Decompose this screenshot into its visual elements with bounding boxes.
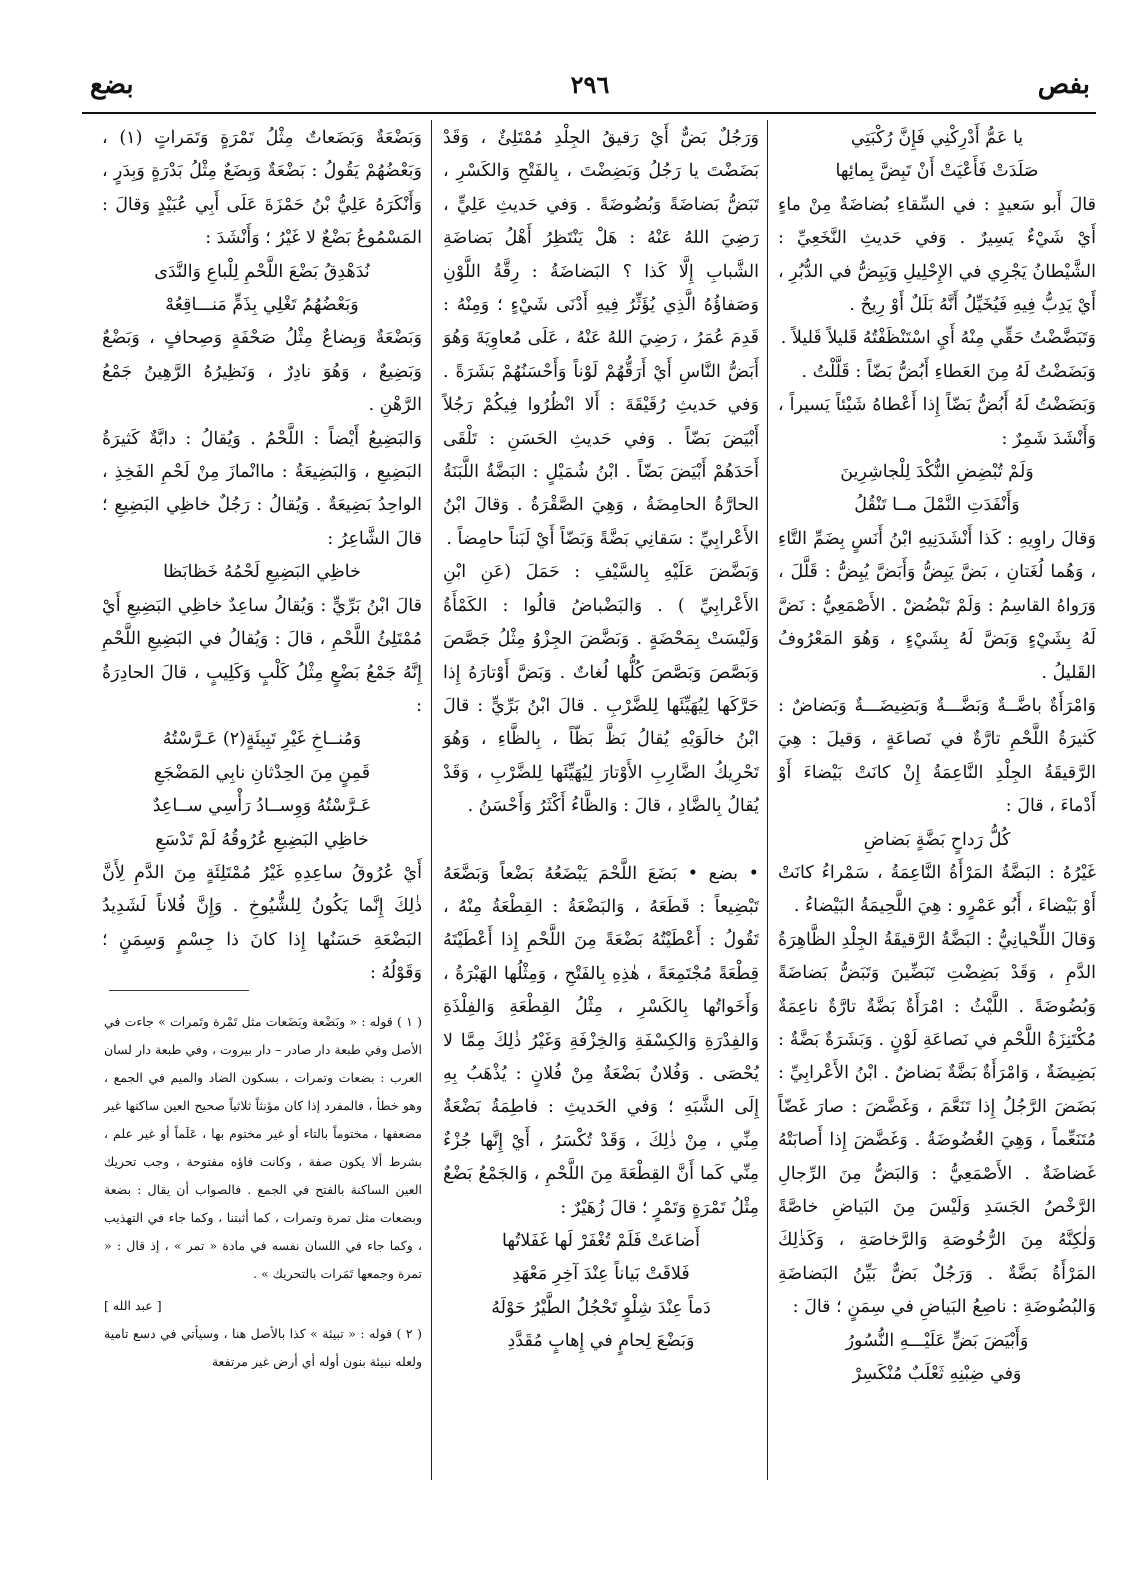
footnote-rule bbox=[109, 990, 249, 991]
verse-line: خاظِي البَضِيعِ لَحْمُهُ خَظابَظا bbox=[163, 562, 361, 583]
header-rule bbox=[82, 112, 1096, 114]
paragraph: وَبَضَّضَ عَلَيْهِ بِالسَّيْفِ : حَمَلَ (عَنِ ابْنِ الأَعْرابِيِّ ) . وَالبَضْباضُ قالُوا : الكَمْأَةُ وَلَيْسَتْ بِمَحْضَةٍ . وَبَضَّضَ الجِزْوُ مِثْلُ جَصَّصَ وَبَصَّصَ وَبَصَّصَ كُلُّها لُغاتٌ . وَبَضَّ أَوْتارَهُ إِذا حَرَّكَها لِيُهَيِّئَها لِلضَّرْبِ . قالَ ابْنُ بَرِّيٍّ : قالَ ابْنُ خالَوَيْهِ يُقالُ بَظَّ بَظّاً ، بِالظَّاءِ ، وَهُوَ تَحْرِيكُ الضَّارِبِ الأَوْتارَ لِيُهَيِّئَها لِلضَّرْبِ ، وَقَدْ يُقالُ بِالضَّادِ ، قالَ : وَالظَّاءُ أَكْثَرُ وَأَحْسَنُ . bbox=[443, 562, 759, 817]
verse-line: دَماً عِنْدَ شِلْوٍ تَحْجُلُ الطَّيْرُ حَوْلَهُ bbox=[491, 1297, 711, 1318]
verse-line: نُدَهْدِقُ بَضْعَ اللَّحْمِ لِلْباعِ وَالنَّدَى bbox=[154, 261, 370, 282]
page-number: ٢٩٦ bbox=[570, 70, 610, 99]
headword-left: بضع bbox=[90, 70, 134, 100]
verse-line: خاظِي البَضِيعِ عُرُوقُهُ لَمْ تَدْسَعِ bbox=[155, 829, 369, 850]
column-left bbox=[102, 122, 422, 991]
verse-line: أَضاعَتْ فَلَمْ تُغْفَرْ لَها غَفَلاتُها bbox=[501, 1231, 700, 1251]
headword-right: بفص bbox=[1037, 70, 1090, 100]
paragraph: وَقالَ اللِّحْيانِيُّ : البَضَّةُ الرَّقيقَةُ الجِلْدِ الظَّاهِرَةُ الدَّمِ ، وَقَدْ بَضِضْتِ تَبَضِّينَ وَتَبَضُّ بَضاضَةً وَبُضُوضَةً . اللَّيْثُ : امْرَأَةٌ بَضَّةٌ تارَّةٌ ناعِمَةٌ مُكْتَنِزَةُ اللَّحْمِ في نَصاعَةِ لَوْنٍ . وَبَشَرَةٌ بَضَّةٌ : بَضِيضَةٌ ، وَامْرَأَةٌ بَضَّةٌ بَضاضٌ . ابْنُ الأَعْرابِيِّ : بَضَضَ الرَّجُلُ إِذا تَنَعَّمَ ، وَغَضَّضَ : صارَ غَضّاً مُتَنَعِّماً ، وَهِيَ الغُضُوضَةُ . وَغَضَّضَ إِذا أَصابَتْهُ غَضاضَةٌ . الأَصْمَعِيُّ : وَالبَضُّ مِنَ الرِّجالِ الرَّخْصُ الجَسَدِ وَلَيْسَ مِنَ البَياضِ خاصَّةً وَلٰكِنَّهُ مِنَ الرُّخُوصَةِ وَالرَّخاصَةِ ، وَكَذٰلِكَ المَرْأَةُ بَضَّةٌ . وَرَجُلٌ بَضٌّ بَيِّنُ البَضاضَةِ وَالبُضُوضَةِ : ناصِعُ البَياضِ في سِمَنٍ ؛ قالَ : bbox=[778, 929, 1096, 1318]
entry-bdaa: • بضع • بَضَعَ اللَّحْمَ يَبْضَعُهُ بَضْعاً وَبَضَّعَهُ تَبْضِيعاً : قَطَعَهُ ، وَالبَضْعَةُ : القِطْعَةُ مِنْهُ ، تَقُولُ : أَعْطَيْتُهُ بَضْعَةً مِنَ اللَّحْمِ إِذا أَعْطَيْتَهُ قِطْعَةً مُجْتَمِعَةً ، هٰذِهِ بِالفَتْحِ ، وَمِثْلُها الهَبْرَةُ ، وَأَخَواتُها بِالكَسْرِ ، مِثْلُ القِطْعَةِ وَالفِلْذَةِ وَالفِدْرَةِ وَالكِسْفَةِ وَالخِزْفَةِ وَغَيْرُ ذٰلِكَ مِمَّا لا يُحْصَى . وَفُلانٌ بَضْعَةٌ مِنْ فُلانٍ : يُذْهَبُ بِهِ إِلَى الشَّبَهِ ؛ وَفي الحَديثِ : فاطِمَةُ بَضْعَةٌ مِنِّي ، مِنْ ذٰلِكَ ، وَقَدْ تُكْسَرُ ، أَيْ إِنَّها جُزْءٌ مِنِّي كَما أَنَّ القِطْعَةَ مِنَ اللَّحْمِ ، وَالجَمْعُ بَضْعٌ مِثْلُ تَمْرَةٍ وَتَمْرٍ ؛ قالَ زُهَيْرٌ : bbox=[443, 863, 759, 1218]
verse-line: وَمُنــاخِ غَيْرِ تَبِيئَةٍ(٢) عَـرَّسْتُهُ bbox=[162, 729, 362, 750]
paragraph: وَامْرَأَةٌ باضَّــةٌ وَبَضَّـــةٌ وَبَضِيضَـــةٌ وَبَضاضٌ : كَثيرَةُ اللَّحْمِ تارَّةٌ في نَصاعَةٍ ، وَقيلَ : هِيَ الرَّقيقَةُ الجِلْدِ النَّاعِمَةُ إِنْ كانَتْ بَيْضاءَ أَوْ أَدْماءَ ، قالَ : bbox=[778, 695, 1096, 817]
footnote-1: ( ١ ) قوله : « وبَضْعة وبَضَعات مثل تَمْرة وتَمرات » جاءت في الأصل وفي طبعة دار صادر – دار بيروت ، وفي طبعة دار لسان العرب : بضعات وتمرات ، بسكون الضاد والميم في الجمع ، وهو خطأ ، فالمفرد إذا كان مؤنثاً ثلاثياً صحيح العين ساكنها غير مضعفها ، مختوماً بالتاء أو غير مختوم بها ، عَلَماً أو غير علم ، بشرط ألا يكون صفة ، وكانت فاؤه مفتوحة ، وجب تحريك العين الساكنة بالفتح في الجمع . فالصواب أن يقال : بضعة وبضعات مثل تمرة وتمرات ، كما أثبتنا ، وكما جاء في التهذيب ، وكما جاء في اللسان نفسه في مادة « تمر » ، إذ قال : « تمرة وجمعها تَمَرات بالتحريك » . bbox=[104, 1014, 422, 1281]
paragraph: وَقالَ راوِيهِ : كَذا أَنْشَدَنِيهِ ابْنُ أَنَسٍ بِضَمِّ التَّاءِ ، وَهُما لُغَتانِ ، بَضَّ يَبِضُّ وَأَبَضَّ يُبِضُّ : قَلَّلَ ، وَرَواهُ القاسِمُ : وَلَمْ تَبْضُضْ . الأَصْمَعِيُّ : نَضَّ لَهُ بِشَيْءٍ وَبَضَّ لَهُ بِشَيْءٍ ، وَهُوَ المَعْرُوفُ القَليلُ . bbox=[778, 528, 1096, 683]
footnote-signature: [ عبد الله ] bbox=[104, 1298, 162, 1313]
paragraph: وَتَبَضَّضْتُ حَقِّي مِنْهُ أَيِ اسْتَنْظَفْتُهُ قَليلاً قَليلاً . bbox=[780, 328, 1096, 349]
paragraph: وَرَجُلٌ بَضٌّ أَيْ رَقيقُ الجِلْدِ مُمْتَلِئٌ ، وَقَدْ بَضَضْتَ يا رَجُلُ وَبَضِضْتَ ، بِالفَتْحِ وَالكَسْرِ ، تَبَضُّ بَضاضَةً وَبُضُوضَةً . وَفي حَديثِ عَلِيٍّ ، رَضِيَ اللهُ عَنْهُ : هَلْ يَنْتَظِرُ أَهْلُ بَضاضَةِ الشَّبابِ إِلَّا كَذا ؟ البَضاضَةُ : رِقَّةُ اللَّوْنِ وَصَفاؤُهُ الَّذِي يُؤَثِّرُ فِيهِ أَدْنَى شَيْءٍ ؛ وَمِنْهُ : قَدِمَ عُمَرُ ، رَضِيَ اللهُ عَنْهُ ، عَلَى مُعاوِيَةَ وَهُوَ أَبَضُّ النَّاسِ أَيْ أَرَقُّهُمْ لَوْناً وَأَحْسَنُهُمْ بَشَرَةً . وَفي حَديثِ رُقَيْقَةَ : أَلا انْظُرُوا فِيكُمْ رَجُلاً أَبْيَضَ بَضّاً . وَفي حَديثِ الحَسَنِ : تَلْقَى أَحَدَهُمْ أَبْيَضَ بَضّاً . ابْنُ شُمَيْلٍ : البَضَّةُ اللَّبَنَةُ الحارَّةُ الحامِضَةُ ، وَهِيَ الصَّقْرَةُ . وَقالَ ابْنُ الأَعْرابِيِّ : سَقانِي بَضَّةً وَبَضّاً أَيْ لَبَناً حامِضاً . bbox=[443, 128, 759, 549]
footnotes bbox=[104, 1008, 422, 1376]
paragraph: وَالبَضِيعُ أَيْضاً : اللَّحْمُ . وَيُقالُ : دابَّةٌ كَثيرَةُ البَضِيعِ ، وَالبَضِيعَةُ : ماانْمازَ مِنْ لَحْمِ الفَخِذِ ، الواحِدُ بَضِيعَةٌ . وَيُقالُ : رَجُلٌ خاظِي البَضِيعِ ؛ قالَ الشَّاعِرُ : bbox=[102, 428, 422, 549]
verse-line: عَـرَّسْتُهُ وَوِســادُ رَأْسِي ســاعِدٌ bbox=[152, 796, 372, 817]
paragraph: وَبَضْعَةٌ وَبَضَعاتٌ مِثْلُ تَمْرَةٍ وَتَمَراتٍ (١) ، وَبَعْضُهُمْ يَقُولُ : بَضْعَةٌ وَبِضَعٌ مِثْلُ بَدْرَةٍ وَبِدَرٍ ، وَأَنْكَرَهُ عَلِيُّ بْنُ حَمْزَةَ عَلَى أَبِي عُبَيْدٍ وَقالَ : المَسْمُوعُ بَضْعٌ لا غَيْرُ ؛ وَأَنْشَدَ : bbox=[102, 128, 422, 249]
paragraph: وَبَضْعَةٌ وَبِضاعٌ مِثْلُ صَحْفَةٍ وَصِحافٍ ، وَبَضْعٌ وَبَضِيعٌ ، وَهُوَ نادِرٌ ، وَنَظِيرُهُ الرَّهِينُ جَمْعُ الرَّهْنِ . bbox=[102, 328, 422, 416]
footnote-2: ( ٢ ) قوله : « تبيئة » كذا بالأصل هنا ، وسيأتي في دسع تامية ولعله نبيئة بنون أوله أي أرض غير مرتفعة bbox=[104, 1326, 422, 1369]
paragraph: قالَ أَبو سَعيدٍ : في السِّقاءِ بُضاضَةٌ مِنْ ماءٍ أَيْ شَيْءٌ يَسِيرٌ . وَفي حَديثِ النَّخَعِيِّ : الشَّيْطانُ يَجْرِي في الإِحْلِيلِ وَيَبِضُّ في الدُّبُرِ ، أَيْ يَدِبُّ فِيهِ فَيُخَيِّلُ أَنَّهُ بَلَلٌ أَوْ رِيحٌ . bbox=[778, 194, 1096, 316]
verse-line: وَفي ضِبْنِهِ ثَعْلَبٌ مُنْكَسِرْ bbox=[852, 1364, 1022, 1385]
verse-line: فَلاقَتْ بَياناً عِنْدَ آخِرِ مَعْهَدِ bbox=[512, 1264, 690, 1285]
verse-line: وَلَمْ تُبْضِضِ النُّكْدَ لِلْجاشِرِينَ bbox=[840, 462, 1034, 483]
verse-line: كُلُّ رَداحٍ بَضَّةٍ بَضاضِ bbox=[863, 829, 1011, 850]
verse-line: يا عَمُّ أَدْرِكْنِي فَإِنَّ رُكْبَتِي bbox=[850, 128, 1024, 148]
paragraph: وَبَضَضْتُ لَهُ أَبُضُّ بَضّاً إِذا أَعْطاهُ شَيْئاً يَسيراً ، وَأَنْشَدَ شَمِرٌ : bbox=[778, 395, 1096, 449]
paragraph: غَيْرُهُ : البَضَّةُ المَرْأَةُ النَّاعِمَةُ ، سَمْراءُ كانَتْ أَوْ بَيْضاءَ ، أَبُو عَمْرٍو : هِيَ اللَّحِيمَةُ البَيْضاءُ . bbox=[778, 862, 1096, 917]
verse-line: صَلَدَتْ فَأَعْيَتْ أَنْ تَبِضَّ بِمائِها bbox=[835, 161, 1039, 182]
column-right bbox=[778, 122, 1096, 1391]
verse-line: وَأَنْفَدَتِ النَّمْلَ مــا تَنْقُلُ bbox=[854, 495, 1020, 516]
verse-line: وَبَعْضُهُمُ تَغْلِي بِذَمٍّ مَنـــاقِعُهْ bbox=[165, 295, 359, 316]
page-header bbox=[90, 70, 1090, 110]
column-middle bbox=[443, 122, 759, 1359]
paragraph: أَيْ عُرُوقُ ساعِدِهِ غَيْرُ مُمْتَلِئَةٍ مِنَ الدَّمِ لِأَنَّ ذٰلِكَ إِنَّما يَكُونُ لِلشُّيُوخِ . وَإِنَّ فُلاناً لَشَدِيدُ البَضْعَةِ حَسَنُها إِذا كانَ ذا جِسْمٍ وَسِمَنٍ ؛ وَقَوْلُهُ : bbox=[102, 862, 422, 984]
verse-line: قَمِنٍ مِنَ الحِدْثانِ نابِي المَضْجَعِ bbox=[153, 762, 371, 783]
verse-line: وَأَبْيَضَ بَضٍّ عَلَيْـــهِ النُّسُورُ bbox=[845, 1330, 1029, 1351]
paragraph: قالَ ابْنُ بَرِّيٍّ : وَيُقالُ ساعِدٌ خاظِي البَضِيعِ أَيْ مُمْتَلِئُ اللَّحْمِ ، قالَ : وَيُقالُ في البَضِيعِ اللَّحْمِ إِنَّهُ جَمْعُ بَضْعٍ مِثْلُ كَلْبٍ وَكَلِيبٍ ، قالَ الحادِرَةُ : bbox=[102, 595, 422, 716]
verse-line: وَبَضْعَ لِحامٍ في إِهابٍ مُقَدَّدِ bbox=[507, 1331, 695, 1352]
column-divider bbox=[431, 120, 432, 1480]
column-divider bbox=[767, 120, 768, 1480]
paragraph: وَبَضَضْتُ لَهُ مِنَ العَطاءِ أَبُضُّ بَضّاً : قَلَّلْتُ . bbox=[801, 361, 1096, 382]
